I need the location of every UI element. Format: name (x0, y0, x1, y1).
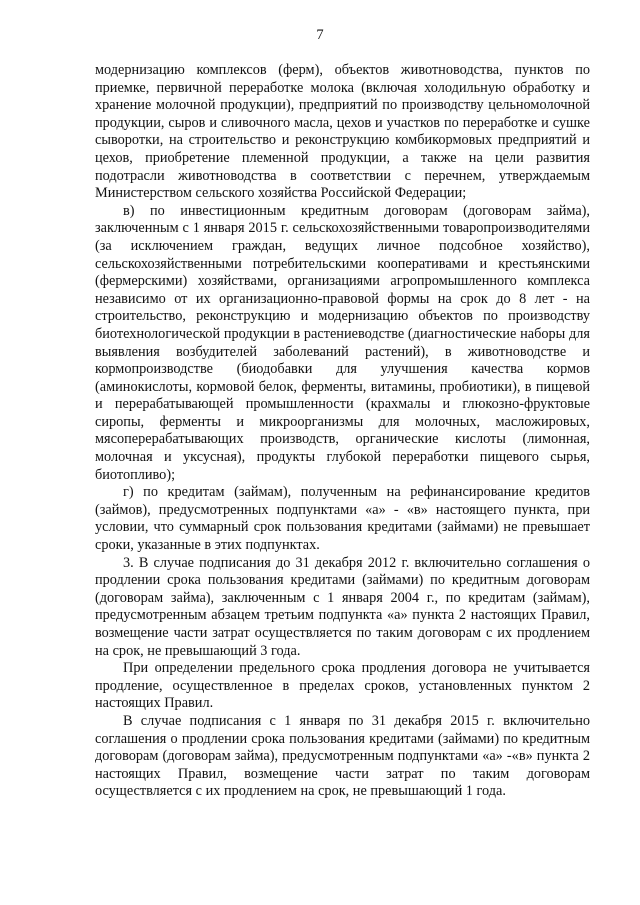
paragraph-continuation: модернизацию комплексов (ферм), объектов животноводства, пунктов по приемке, первичной переработке молока (включая холодильную обработку и хранение молочной продукции), предприятий по производству цельномолочной продукции, сыров и сливочного масла, цехов и участков по переработке и сушке сыворотки, на строительство и реконструкцию комбикормовых предприятий и цехов, приобретение племенной продукции, а также на цели развития подотрасли животноводства в соответствии с перечнем, утверждаемым Министерством сельского хозяйства Российской Федерации; (95, 62, 590, 202)
paragraph-2015-extension: В случае подписания с 1 января по 31 декабря 2015 г. включительно соглашения о продлении срока пользования кредитами (займами) по кредитным договорам (договорам займа), предусмотренным подпунктами «а» -«в» пункта 2 настоящих Правил, возмещение части затрат по таким договорам осуществляется с их продлением на срок, не превышающий 1 года. (95, 712, 590, 800)
paragraph-subitem-v: в) по инвестиционным кредитным договорам (договорам займа), заключенным с 1 января 2015 г. сельскохозяйственными товаропроизводителями (за исключением граждан, ведущих личное подсобное хозяйство), сельскохозяйственными потребительскими кооперативами и крестьянскими (фермерскими) хозяйствами, организациями агропромышленного комплекса независимо от их организационно-правовой формы на срок до 8 лет - на строительство, реконструкцию и модернизацию объектов по производству биотехнологической продукции в растениеводстве (диагностические наборы для выявления возбудителей заболеваний растений), в животноводстве и кормопроизводстве (биодобавки для улучшения качества кормов (аминокислоты, кормовой белок, ферменты, витамины, пробиотики), в пищевой и перерабатывающей промышленности (крахмалы и глюкозно-фруктовые сиропы, ферменты и микроорганизмы для молочных, масложировых, мясоперерабатывающих производств, органические кислоты (лимонная, молочная и уксусная), продукты глубокой переработки пищевого сырья, биотопливо); (95, 202, 590, 483)
paragraph-subitem-g: г) по кредитам (займам), полученным на рефинансирование кредитов (займов), предусмотренных подпунктами «а» - «в» настоящего пункта, при условии, что суммарный срок пользования кредитами (займами) не превышает сроки, указанные в этих подпунктах. (95, 484, 590, 554)
body-text (95, 62, 590, 801)
page-number: 7 (316, 27, 324, 43)
paragraph-extension-limit: При определении предельного срока продления договора не учитывается продление, осуществленное в пределах сроков, установленных пунктом 2 настоящих Правил. (95, 660, 590, 712)
paragraph-item-3: 3. В случае подписания до 31 декабря 2012 г. включительно соглашения о продлении срока пользования кредитами (займами) по кредитным договорам (договорам займа), заключенным с 1 января 2004 г., по кредитам (займам), предусмотренным абзацем третьим подпункта «а» пункта 2 настоящих Правил, возмещение части затрат осуществляется по таким договорам с их продлением на срок, не превышающий 3 года. (95, 554, 590, 659)
